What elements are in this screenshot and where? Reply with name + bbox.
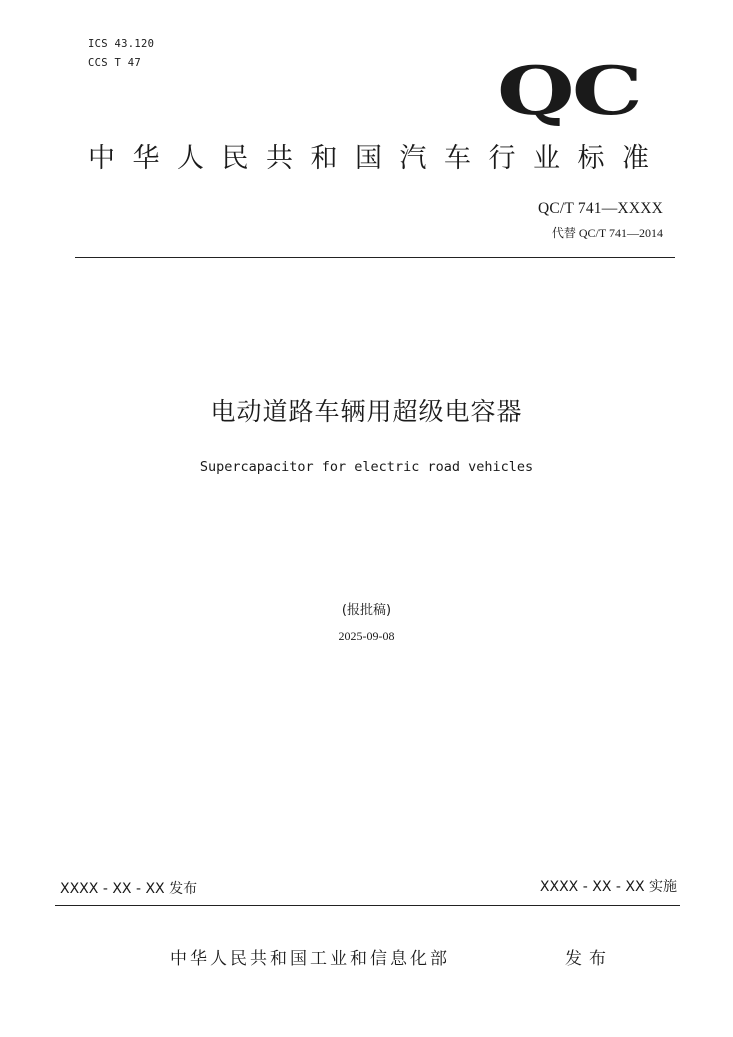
document-title-chinese: 电动道路车辆用超级电容器 [210,397,523,426]
ccs-code: CCS T 47 [88,57,141,69]
top-divider [75,257,675,258]
draft-date: 2025-09-08 [338,629,395,643]
issuing-authority: 中华人民共和国工业和信息化部 [170,949,450,969]
document-title-english: Supercapacitor for electric road vehicles [199,459,534,475]
standard-category-title: 中华人民共和国汽车行业标准 [88,143,667,174]
issue-label: 发布 [565,949,613,969]
publish-date: XXXX - XX - XX 发布 [60,881,198,897]
bottom-divider [55,905,680,906]
draft-stage-label: (报批稿) [341,603,392,618]
replaces-standard: 代替 QC/T 741—2014 [551,226,663,240]
implement-date: XXXX - XX - XX 实施 [539,879,677,895]
ics-code: ICS 43.120 [88,38,155,50]
qc-logo: QC [497,52,641,130]
standard-number: QC/T 741—XXXX [537,200,663,217]
